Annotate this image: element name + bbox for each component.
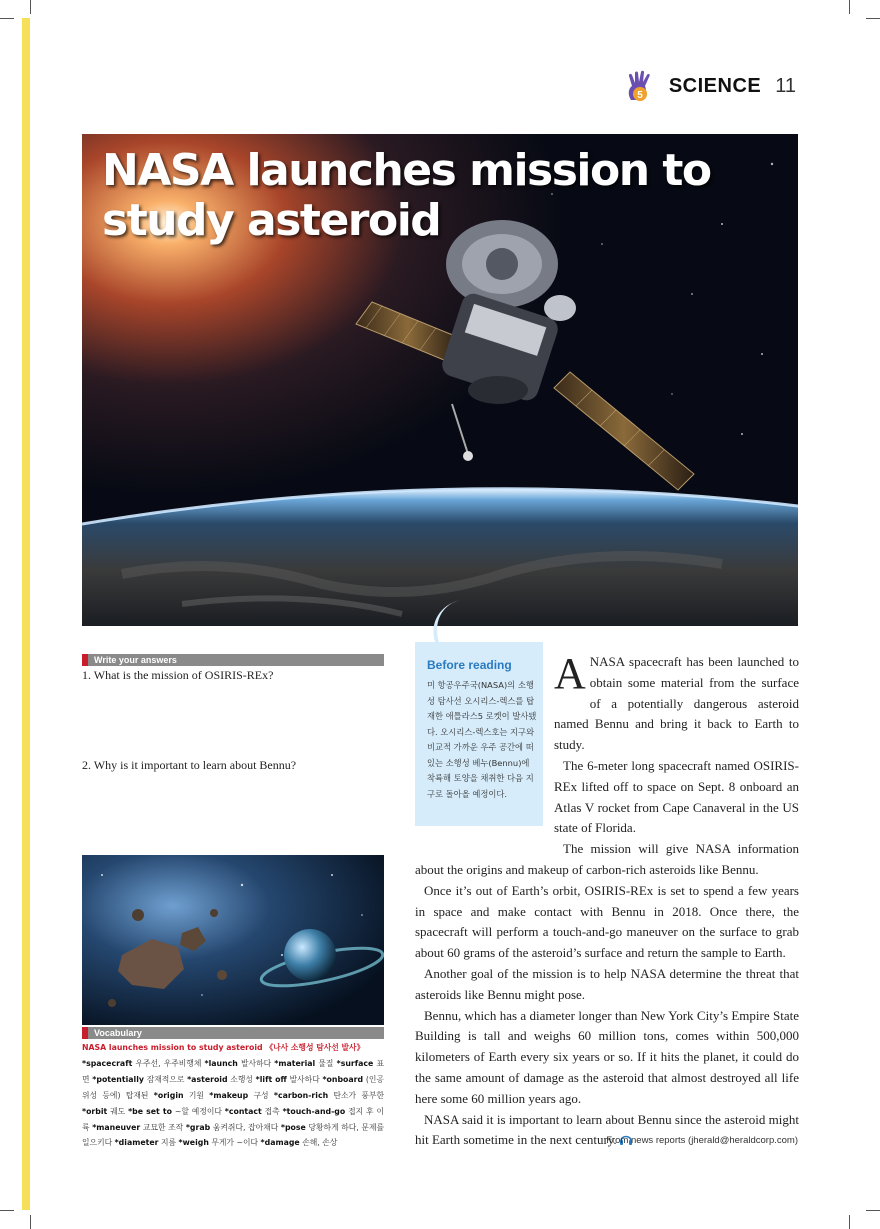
vocab-meaning: 접촉 <box>261 1106 283 1116</box>
vocab-term: *onboard <box>322 1074 364 1084</box>
crop-mark <box>849 0 850 14</box>
vocab-term: *makeup <box>209 1090 249 1100</box>
vocab-term: *be set to <box>128 1106 172 1116</box>
article-paragraph-1 <box>554 649 799 756</box>
article-paragraph-7-text: NASA said it is important to learn about Bennu since the asteroid might hit Earth sometime in the next century. <box>415 1111 799 1148</box>
vocab-meaning: (인공 위성 등에) 탑재된 <box>82 1074 384 1100</box>
write-answers-label: Write your answers <box>82 654 384 666</box>
vocab-meaning: 궤도 <box>107 1106 129 1116</box>
vocab-term: *potentially <box>92 1074 144 1084</box>
vocab-term: *material <box>274 1058 316 1068</box>
vocab-term: *orbit <box>82 1106 108 1116</box>
section-header <box>623 70 796 102</box>
crop-mark <box>0 18 14 19</box>
vocab-meaning: 표면 <box>82 1058 385 1084</box>
vocab-meaning: 물질 <box>315 1058 337 1068</box>
hand-five-icon <box>623 70 661 102</box>
vocab-term: *asteroid <box>187 1074 228 1084</box>
vocab-meaning: 움켜쥐다, 잡아채다 <box>210 1122 281 1132</box>
vocab-meaning: ~할 예정이다 <box>171 1106 225 1116</box>
crop-mark <box>30 0 31 14</box>
vocabulary-title: NASA launches mission to study asteroid 《나사 소행성 탐사선 발사》 <box>82 1043 365 1052</box>
article-paragraph-1-text: NASA spacecraft has been launched to obtain some material from the surface of a potentially dangerous asteroid named Bennu and bring it back to Earth to study. <box>554 654 799 753</box>
vocabulary-label: Vocabulary <box>82 1027 384 1039</box>
vocab-term: *launch <box>204 1058 238 1068</box>
vocab-meaning: 탄소가 풍부한 <box>328 1090 385 1100</box>
asteroids-and-planet-illustration <box>82 855 384 1025</box>
vocab-term: *pose <box>280 1122 306 1132</box>
vocab-term: *damage <box>260 1138 300 1148</box>
article-paragraph-3: The mission will give NASA information about the origins and makeup of carbon-rich asteroids like Bennu. <box>415 841 799 877</box>
page-number: 11 <box>775 74 796 97</box>
section-label: SCIENCE <box>668 74 762 97</box>
question-1: 1. What is the mission of OSIRIS-REx? <box>82 668 274 682</box>
hero-image <box>82 134 798 626</box>
before-reading-title: Before reading <box>427 658 512 672</box>
vocab-meaning: 당황하게 하다, 문제를 일으키다 <box>82 1122 385 1148</box>
vocab-term: *grab <box>185 1122 211 1132</box>
vocab-meaning: 잠재적으로 <box>143 1074 188 1084</box>
vocab-meaning: 우주선, 우주비행체 <box>132 1058 205 1068</box>
vocab-meaning: 발사하다 <box>286 1074 323 1084</box>
vocab-term: *origin <box>153 1090 184 1100</box>
crop-mark <box>849 1215 850 1229</box>
headline: NASA launches mission to study asteroid <box>102 145 711 246</box>
vocab-term: *contact <box>224 1106 262 1116</box>
article-paragraph-4: Once it’s out of Earth’s orbit, OSIRIS-REx is set to spend a few years in space and make contact with Bennu in 2018. Once there, the spacecraft will perform a touch-and-go maneuver on the surface to grab about 60 grams of the asteroid’s surface and return the sample to Earth. <box>415 882 799 961</box>
crop-mark <box>866 1210 880 1211</box>
vocab-term: *surface <box>336 1058 374 1068</box>
vocab-meaning: 지름 <box>158 1138 179 1148</box>
vocab-term: *lift off <box>255 1074 287 1084</box>
vocab-meaning: 기원 <box>183 1090 210 1100</box>
vocab-meaning: 구성 <box>248 1090 274 1100</box>
vocab-meaning: 손해, 손상 <box>299 1138 338 1148</box>
vocab-term: *touch-and-go <box>282 1106 346 1116</box>
vocab-term: *carbon-rich <box>273 1090 329 1100</box>
vocab-meaning: 접지 후 이륙 <box>82 1106 384 1132</box>
page-spine-bar <box>22 18 30 1210</box>
vocab-term: *diameter <box>114 1138 159 1148</box>
article-body <box>415 649 799 1151</box>
asteroid-photo <box>82 855 384 1025</box>
vocab-meaning: 무게가 ~이다 <box>208 1138 261 1148</box>
crop-mark <box>30 1215 31 1229</box>
vocab-meaning: 발사하다 <box>237 1058 275 1068</box>
crop-mark <box>866 18 880 19</box>
question-2: 2. Why is it important to learn about Bennu? <box>82 758 297 772</box>
drop-cap: A <box>554 649 586 698</box>
article-paragraph-5: Another goal of the mission is to help NASA determine the threat that asteroids like Bennu might pose. <box>415 965 799 1002</box>
source-credit: From news reports (jherald@heraldcorp.com) <box>606 1135 798 1146</box>
vocab-term: *spacecraft <box>82 1058 133 1068</box>
vocab-term: *maneuver <box>92 1122 141 1132</box>
logo-badge-number: 5 <box>637 90 643 101</box>
article-paragraph-6: Bennu, which has a diameter longer than New York City’s Empire State Building is tall and weighs 60 million tons, comes within 500,000 kilometers of Earth every six years or so. If it hits the planet, it could do the same amount of damage as the asteroid that almost destroyed all life here some 60 million years ago. <box>415 1007 799 1106</box>
article-paragraph-2: The 6-meter long spacecraft named OSIRIS-REx lifted off to space on Sept. 8 onboard an Atlas V rocket from Cape Canaveral in the US state of Florida. <box>554 757 799 836</box>
before-reading-text: 미 항공우주국(NASA)의 소행성 탐사선 오시리스-렉스를 탑재한 애틀라스5 로켓이 발사됐다. 오시리스-렉스호는 지구와 비교적 가까운 우주 공간에 떠있는 소행성 베누(Bennu)에 착륙해 토양을 채취한 다음 지구로 돌아올 예정이다. <box>427 680 537 799</box>
crop-mark <box>0 1210 14 1211</box>
vocab-term: *weigh <box>178 1138 209 1148</box>
vocab-meaning: 교묘한 조작 <box>140 1122 186 1132</box>
vocab-meaning: 소행성 <box>227 1074 256 1084</box>
vocabulary-list <box>82 1040 384 1151</box>
vocabulary-entries <box>82 1059 384 1148</box>
